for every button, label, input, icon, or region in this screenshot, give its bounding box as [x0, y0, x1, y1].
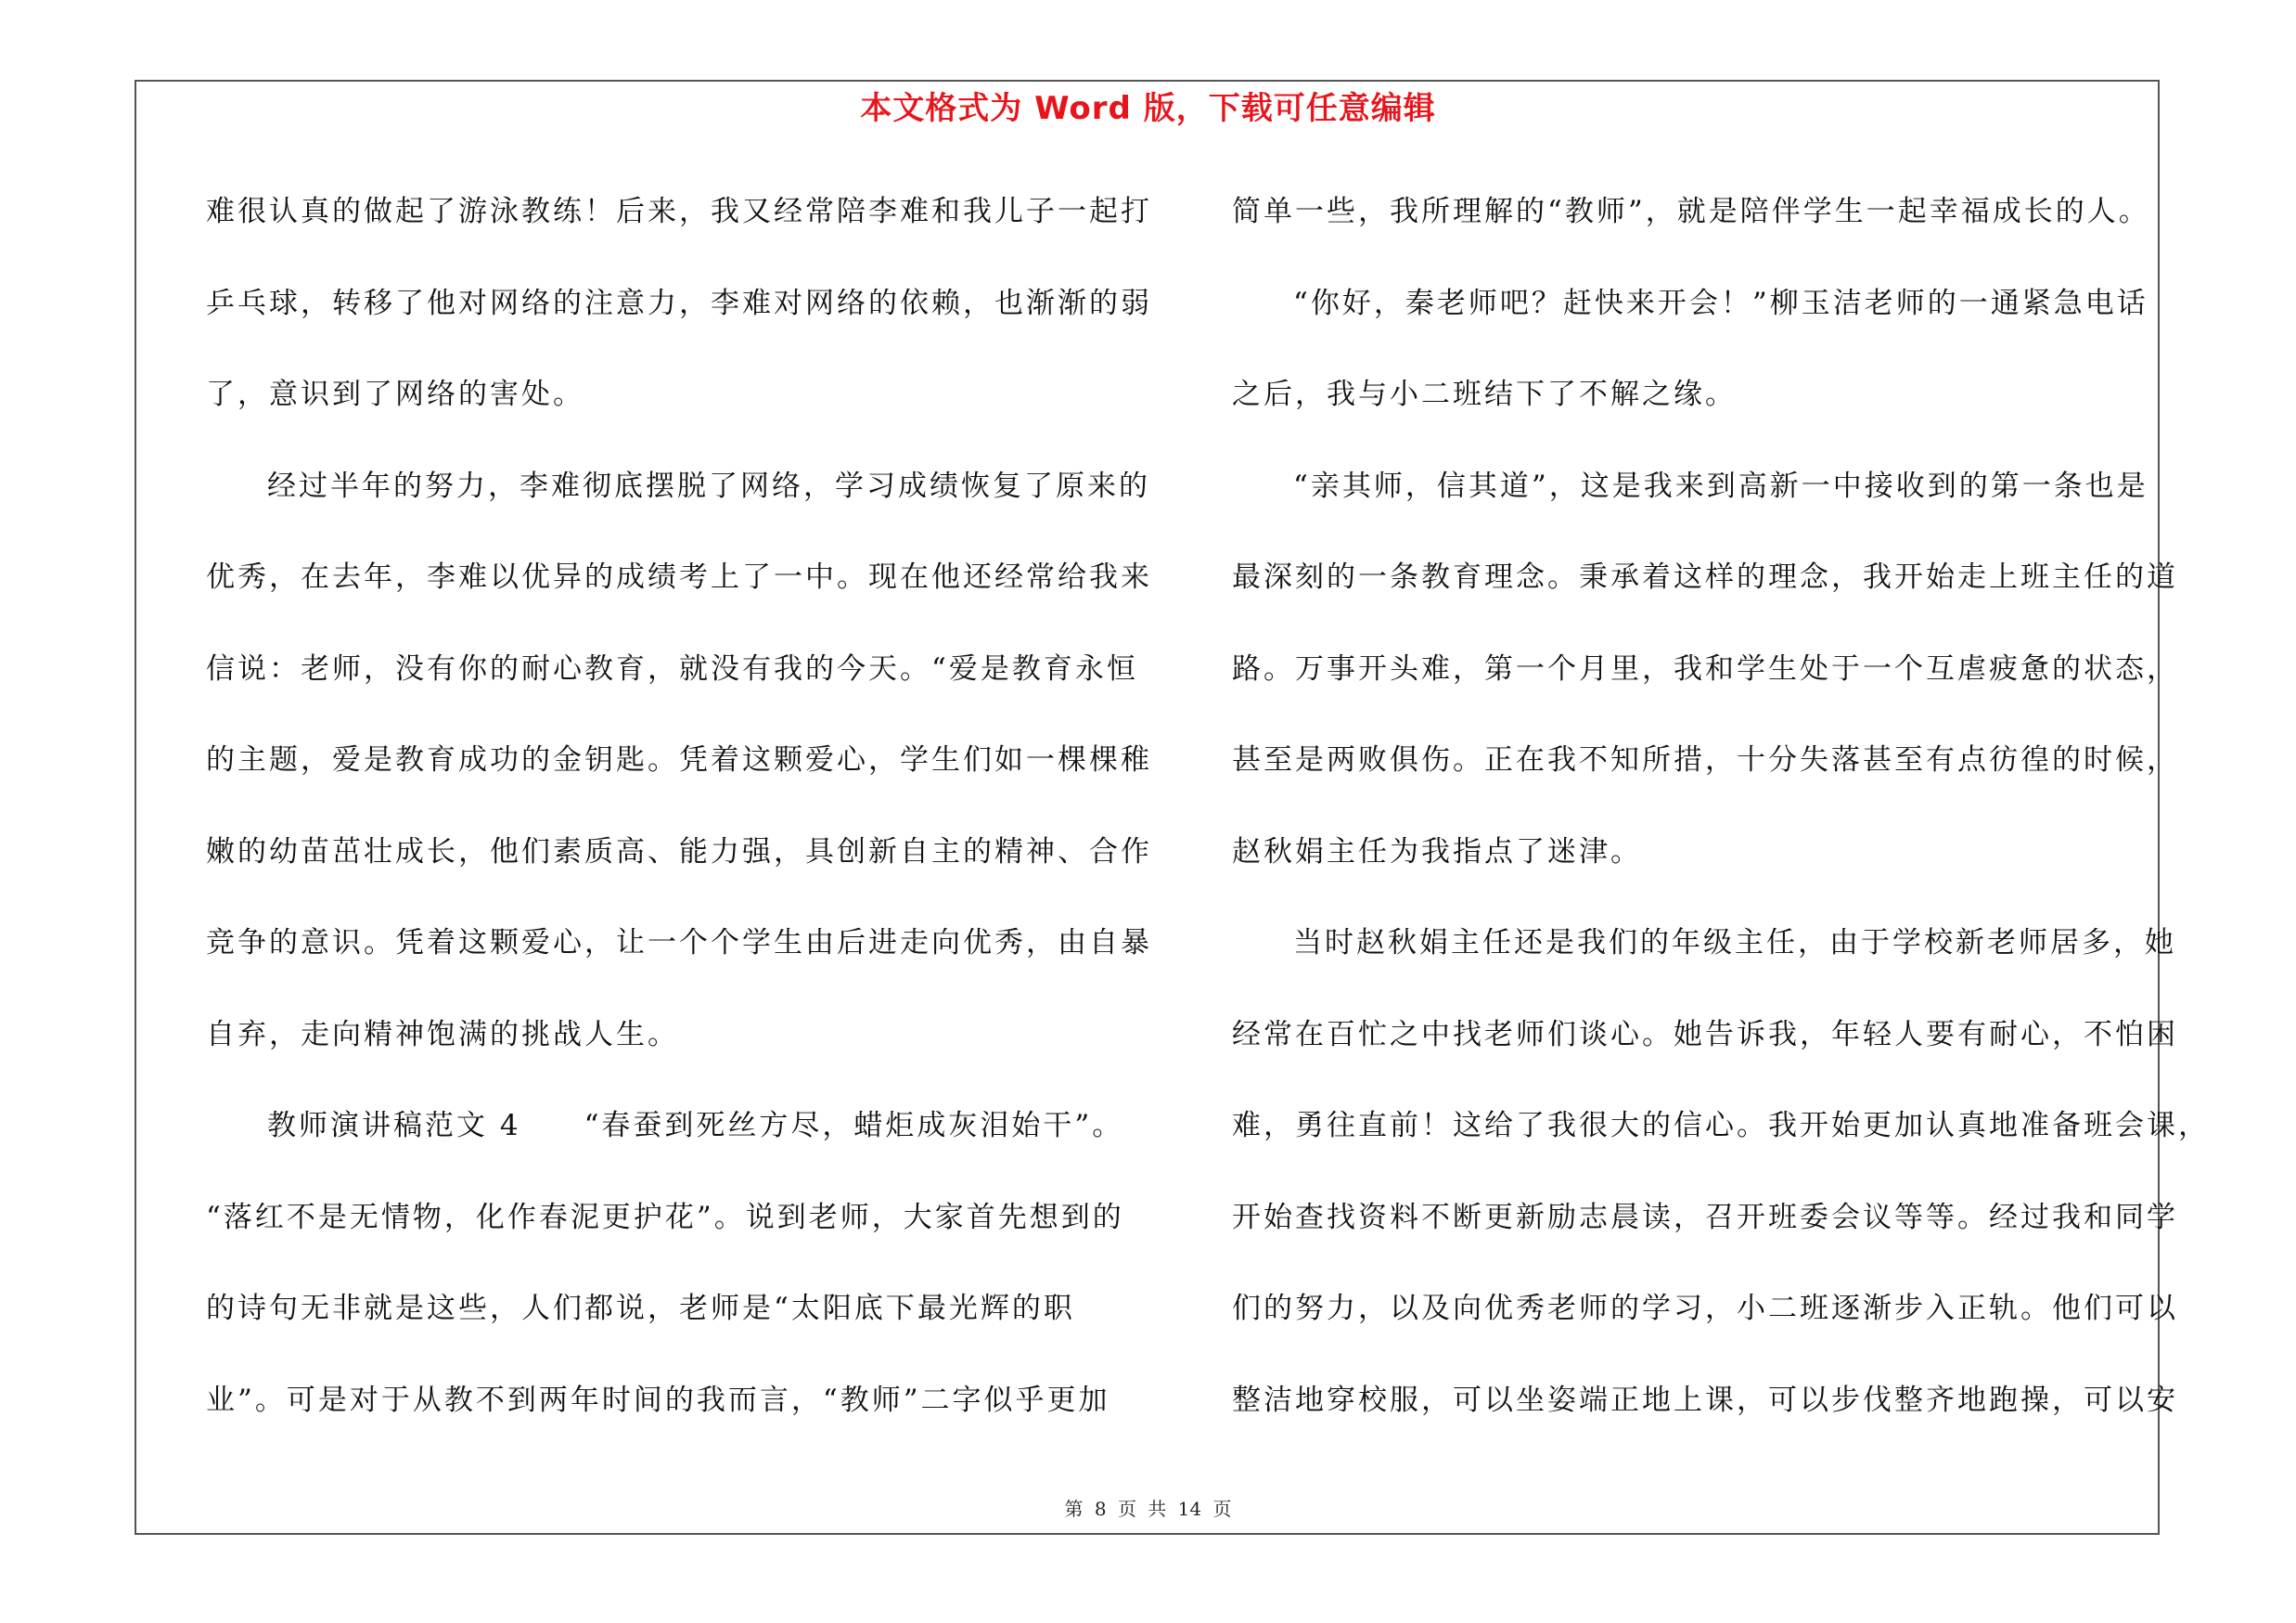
page-number: 第 8 页 共 14 页	[1064, 1498, 1232, 1520]
text-line: 乒乓球，转移了他对网络的注意力，李难对网络的依赖，也渐渐的弱	[206, 286, 1152, 320]
text-line: 的主题，爱是教育成功的金钥匙。凭着这颗爱心，学生们如一棵棵稚	[206, 743, 1152, 777]
text-line: “你好，秦老师吧？赶快来开会！”柳玉洁老师的一通紧急电话	[1293, 286, 2148, 320]
text-line: 最深刻的一条教育理念。秉承着这样的理念，我开始走上班主任的道	[1232, 560, 2178, 594]
text-line: 之后，我与小二班结下了不解之缘。	[1232, 378, 1737, 411]
text-line: 了，意识到了网络的害处。	[206, 378, 584, 411]
right-text-column	[1232, 183, 2210, 1462]
text-line: 路。万事开头难，第一个月里，我和学生处于一个互虐疲惫的状态，	[1232, 651, 2178, 686]
text-line: 整洁地穿校服，可以坐姿端正地上课，可以步伐整齐地跑操，可以安	[1232, 1383, 2178, 1417]
left-text-column	[206, 183, 1152, 1462]
text-line: 信说：老师，没有你的耐心教育，就没有我的今天。“爱是教育永恒	[206, 651, 1138, 686]
text-line: 竞争的意识。凭着这颗爱心，让一个个学生由后进走向优秀，由自暴	[206, 926, 1152, 960]
text-line: 开始查找资料不断更新励志晨读，召开班委会议等等。经过我和同学	[1232, 1200, 2178, 1234]
text-line: 业”。可是对于从教不到两年时间的我而言，“教师”二字似乎更加	[206, 1383, 1110, 1417]
text-line: 教师演讲稿范文 4 “春蚕到死丝方尽，蜡炬成灰泪始干”。	[267, 1109, 1124, 1142]
text-line: 当时赵秋娟主任还是我们的年级主任，由于学校新老师居多，她	[1293, 926, 2176, 960]
text-line: 经常在百忙之中找老师们谈心。她告诉我，年轻人要有耐心，不怕困	[1232, 1017, 2178, 1051]
text-line: 难很认真的做起了游泳教练！后来，我又经常陪李难和我儿子一起打	[206, 195, 1152, 228]
text-line: 简单一些，我所理解的“教师”，就是陪伴学生一起幸福成长的人。	[1232, 195, 2150, 228]
text-line: 赵秋娟主任为我指点了迷津。	[1232, 834, 1642, 869]
format-banner: 本文格式为 Word 版，下载可任意编辑	[860, 90, 1436, 127]
text-line: 们的努力，以及向优秀老师的学习，小二班逐渐步入正轨。他们可以	[1232, 1292, 2178, 1325]
text-line: 甚至是两败俱伤。正在我不知所措，十分失落甚至有点彷徨的时候，	[1232, 743, 2178, 777]
text-line: 自弃，走向精神饱满的挑战人生。	[206, 1017, 679, 1051]
text-line: 嫩的幼苗茁壮成长，他们素质高、能力强，具创新自主的精神、合作	[206, 834, 1152, 869]
text-line: “落红不是无情物，化作春泥更护花”。说到老师，大家首先想到的	[206, 1200, 1124, 1234]
text-line: 优秀，在去年，李难以优异的成绩考上了一中。现在他还经常给我来	[206, 560, 1152, 594]
text-line: 经过半年的努力，李难彻底摆脱了网络，学习成绩恢复了原来的	[267, 469, 1150, 503]
text-line: “亲其师，信其道”，这是我来到高新一中接收到的第一条也是	[1293, 469, 2148, 503]
text-line: 的诗句无非就是这些，人们都说，老师是“太阳底下最光辉的职	[206, 1292, 1075, 1325]
text-line: 难，勇往直前！这给了我很大的信心。我开始更加认真地准备班会课，	[1232, 1109, 2210, 1142]
